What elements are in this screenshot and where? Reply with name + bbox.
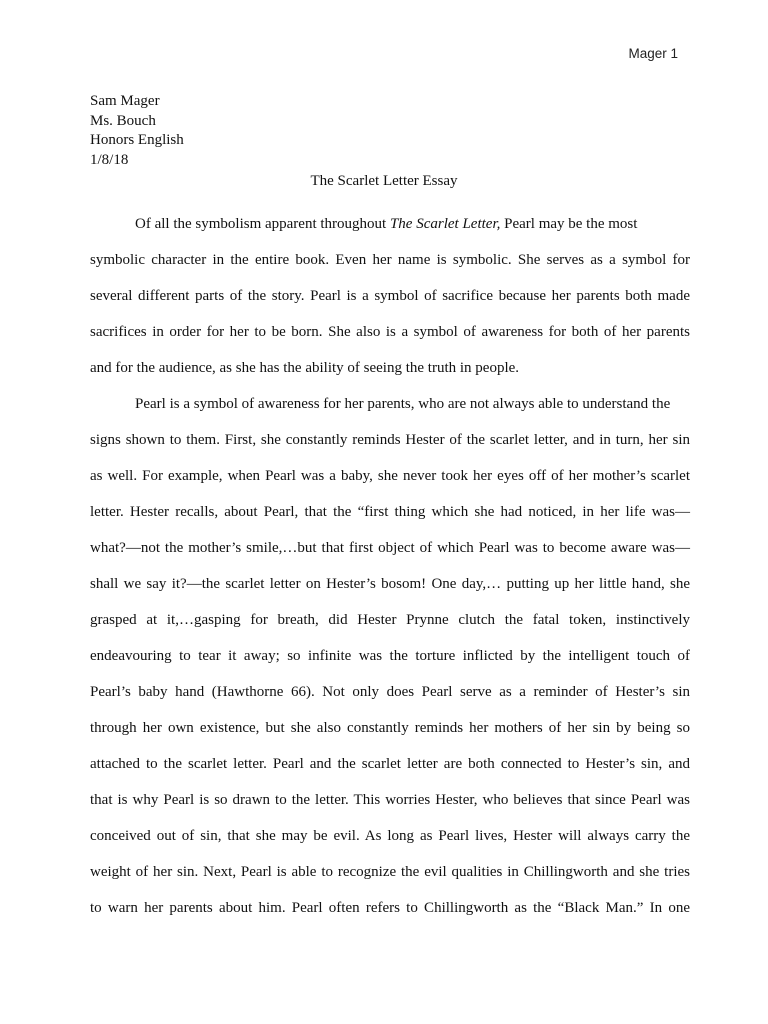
body-line: grasped at it,…gasping for breath, did Hester Prynne clutch the fatal token, instinctively [90, 612, 690, 628]
body-line: and for the audience, as she has the ability of seeing the truth in people. [90, 360, 520, 376]
essay-date: 1/8/18 [90, 151, 129, 168]
body-line: endeavouring to tear it away; so infinite was the torture inflicted by the intelligent touch of [90, 648, 690, 664]
body-line: Pearl’s baby hand (Hawthorne 66). Not only does Pearl serve as a reminder of Hester’s sin [90, 684, 690, 700]
essay-title: The Scarlet Letter Essay [310, 173, 458, 189]
body-line: signs shown to them. First, she constantly reminds Hester of the scarlet letter, and in turn, her sin [90, 432, 690, 448]
body-text: Pearl may be the most [500, 216, 638, 232]
student-name: Sam Mager [90, 93, 160, 109]
course-name: Honors English [90, 132, 184, 148]
body-line: that is why Pearl is so drawn to the letter. This worries Hester, who believes that since Pearl was [90, 792, 690, 808]
teacher-name: Ms. Bouch [90, 112, 156, 129]
page-number: Mager 1 [628, 46, 678, 61]
mla-heading [90, 92, 184, 170]
body-line: weight of her sin. Next, Pearl is able to recognize the evil qualities in Chillingworth and she tries [90, 864, 690, 880]
body-text: Of all the symbolism apparent throughout [135, 216, 390, 232]
body-line-paragraph-1-start [90, 206, 690, 242]
body-line-paragraph-2-start: Pearl is a symbol of awareness for her parents, who are not always able to understand the [135, 396, 671, 412]
body-line: attached to the scarlet letter. Pearl and the scarlet letter are both connected to Hester’s sin, and [90, 756, 690, 772]
essay-body [90, 206, 690, 926]
book-title-italic: The Scarlet Letter, [389, 216, 501, 232]
body-line: several different parts of the story. Pearl is a symbol of sacrifice because her parents both made [90, 288, 690, 304]
body-line: as well. For example, when Pearl was a baby, she never took her eyes off of her mother’s scarlet [90, 468, 690, 484]
body-line: conceived out of sin, that she may be evil. As long as Pearl lives, Hester will always carry the [90, 828, 690, 844]
body-line: what?—not the mother’s smile,…but that first object of which Pearl was to become aware was— [90, 540, 690, 556]
body-line: letter. Hester recalls, about Pearl, that the “first thing which she had noticed, in her life was— [90, 504, 690, 520]
body-line: to warn her parents about him. Pearl often refers to Chillingworth as the “Black Man.” In one [90, 900, 690, 916]
body-line: shall we say it?—the scarlet letter on Hester’s bosom! One day,… putting up her little hand, she [90, 576, 690, 592]
body-line: through her own existence, but she also constantly reminds her mothers of her sin by being so [90, 720, 690, 736]
body-line: sacrifices in order for her to be born. She also is a symbol of awareness for both of her parents [90, 324, 690, 340]
body-line: symbolic character in the entire book. Even her name is symbolic. She serves as a symbol for [90, 252, 690, 268]
